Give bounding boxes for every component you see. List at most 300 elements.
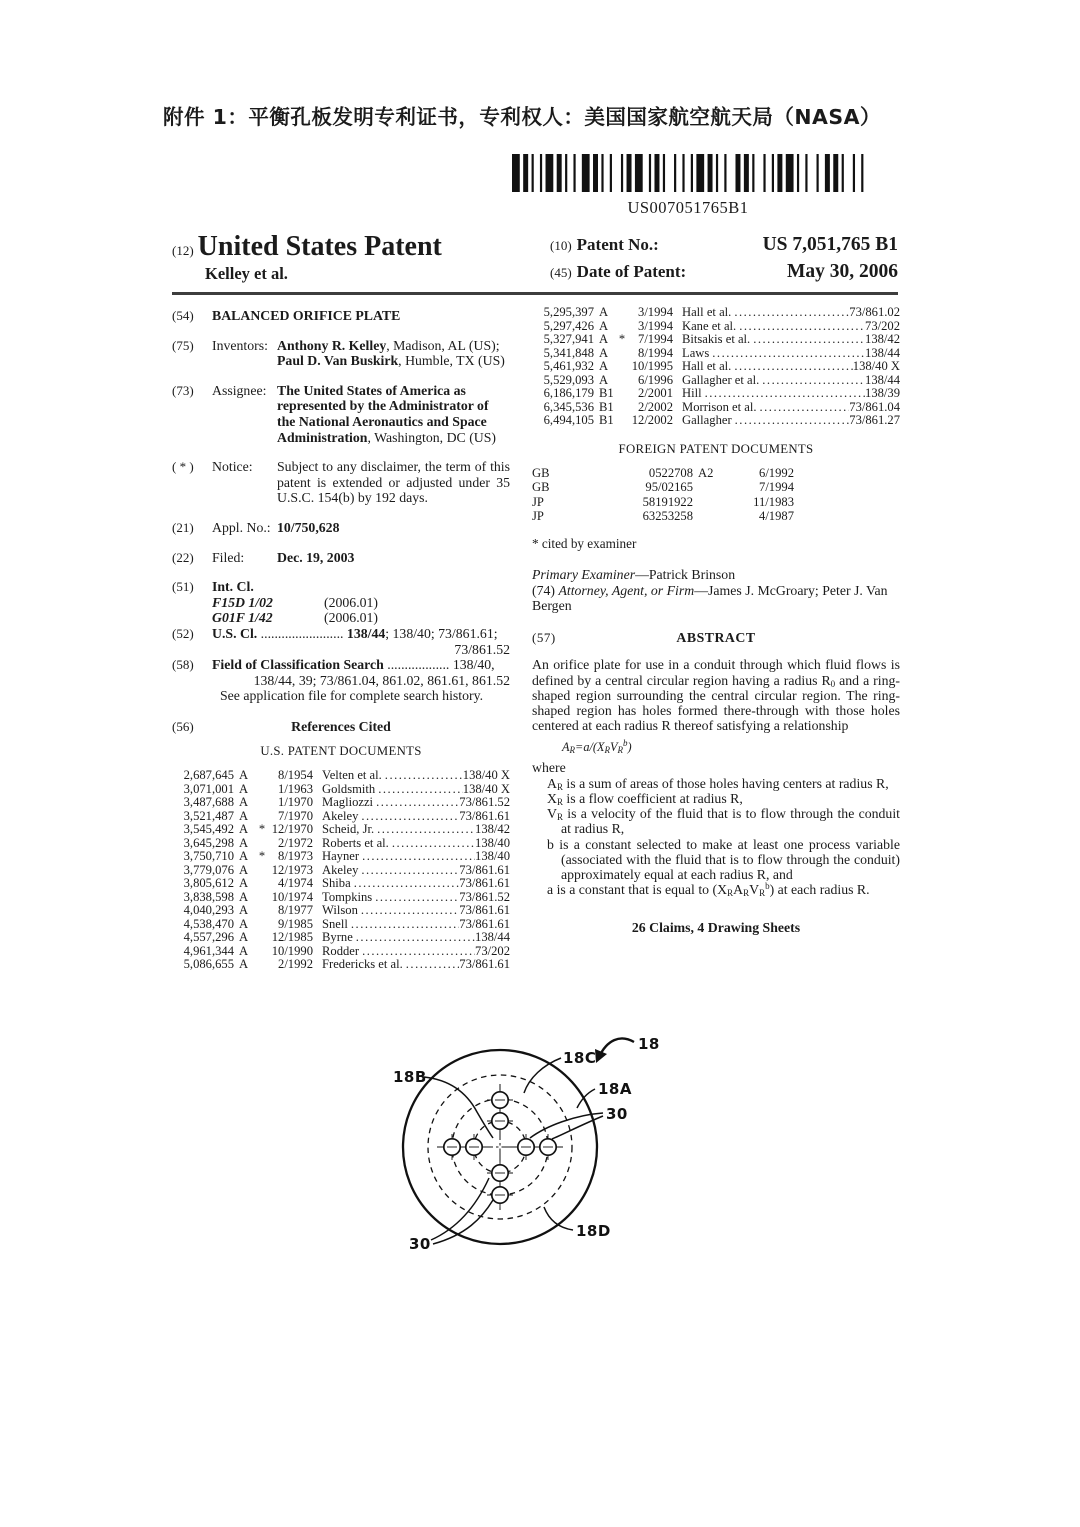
claims-line: 26 Claims, 4 Drawing Sheets bbox=[631, 920, 801, 936]
citation-date: 10/1995 bbox=[631, 359, 673, 373]
foreign-number: 63253258 bbox=[642, 508, 693, 523]
filed-code: (22) bbox=[172, 549, 194, 565]
citation-class: 73/861.61 bbox=[459, 862, 510, 877]
citation-class: 73/202 bbox=[865, 318, 900, 333]
assignee-name: The United States of America as represented by the Administrator of the National Aeronautics and Space Administration bbox=[277, 382, 489, 445]
abstract-pre: An orifice plate for use in a conduit through which fluid flows is defined by a central circular region having a radius R bbox=[532, 657, 900, 688]
intcl-code: (51) bbox=[172, 579, 194, 595]
assignee-section bbox=[172, 383, 510, 445]
notice-section bbox=[172, 459, 510, 506]
citation-kind: B1 bbox=[599, 399, 614, 414]
intcl-row bbox=[212, 595, 510, 611]
citation-date: 9/1985 bbox=[278, 916, 313, 931]
citation-star bbox=[257, 958, 267, 972]
abstract-text bbox=[532, 657, 900, 733]
patent-number-row bbox=[550, 234, 898, 256]
citation-star bbox=[617, 320, 627, 334]
relationship-formula bbox=[562, 740, 900, 755]
symbol-sub: R bbox=[759, 888, 766, 899]
citation-name: Roberts et al. bbox=[322, 835, 389, 850]
foreign-citation-row bbox=[532, 480, 794, 494]
citation-star bbox=[257, 837, 267, 851]
citation-name: Shiba bbox=[322, 876, 351, 891]
citation-kind: A bbox=[599, 305, 609, 319]
citation-name: Morrison et al. bbox=[682, 399, 757, 414]
citation-name: Gallagher bbox=[682, 413, 732, 427]
citation-name: Laws bbox=[682, 345, 710, 360]
citation-name: Akeley bbox=[322, 808, 359, 823]
abstract-heading bbox=[532, 630, 900, 645]
masthead bbox=[172, 231, 898, 289]
citation-name: Gallagher et al. bbox=[682, 372, 760, 387]
citation-kind: A bbox=[599, 345, 609, 360]
citation-class: 138/40 X bbox=[462, 781, 510, 796]
citation-star bbox=[257, 904, 267, 918]
citation-star bbox=[257, 918, 267, 932]
citation-class: 73/861.61 bbox=[459, 916, 510, 931]
formula-sub: R bbox=[569, 745, 576, 756]
document-title: United States Patent bbox=[197, 231, 442, 262]
masthead-divider bbox=[172, 292, 898, 295]
figure-ref-18d: 18D bbox=[576, 1222, 611, 1240]
citation-name: Goldsmith bbox=[322, 781, 376, 796]
citation-leader-dots bbox=[731, 306, 849, 320]
right-column bbox=[532, 306, 900, 936]
citation-name: Wilson bbox=[322, 903, 358, 918]
intcl-rows bbox=[172, 595, 510, 626]
symbol-definition bbox=[532, 776, 900, 791]
citation-kind: A bbox=[599, 372, 609, 387]
citation-star bbox=[257, 945, 267, 959]
citation-date: 7/1994 bbox=[638, 332, 673, 346]
citation-kind: A bbox=[239, 903, 249, 918]
citation-kind: A bbox=[239, 808, 249, 823]
date-value: May 30, 2006 bbox=[786, 261, 898, 282]
citation-leader-dots bbox=[358, 864, 459, 878]
formula-part: =a/(X bbox=[575, 740, 605, 755]
us-citations-left bbox=[172, 769, 510, 972]
citation-leader-dots bbox=[382, 769, 463, 783]
citation-leader-dots bbox=[358, 904, 459, 918]
field-body bbox=[212, 657, 510, 704]
citation-class: 138/42 bbox=[865, 332, 900, 346]
citation-date: 7/1970 bbox=[278, 808, 313, 823]
uscl-label: U.S. Cl. bbox=[212, 625, 258, 641]
citation-number: 3,805,612 bbox=[183, 876, 234, 891]
foreign-date: 7/1994 bbox=[759, 480, 794, 495]
orifice-holes bbox=[439, 1087, 561, 1208]
formula-sub: R bbox=[604, 745, 610, 756]
citation-leader-dots bbox=[403, 958, 459, 972]
where-label: where bbox=[532, 759, 566, 775]
uscl-other-classes: ; 138/40; 73/861.61; bbox=[385, 625, 498, 641]
citation-date: 8/1977 bbox=[278, 903, 313, 918]
citation-class: 138/44 bbox=[865, 345, 900, 360]
notice-text: Subject to any disclaimer, the term of this patent is extended or adjusted under 35 U.S.C. 154(b) by 192 days. bbox=[277, 459, 510, 506]
uscl-code: (52) bbox=[172, 625, 194, 641]
uscl-dots: ........................ bbox=[257, 625, 347, 641]
figure-ref-18b: 18B bbox=[393, 1068, 427, 1086]
patent-no-label: Patent No.: bbox=[576, 235, 659, 254]
citation-number: 3,779,076 bbox=[183, 862, 234, 877]
definition-text: is a sum of areas of those holes having centers at radius R, bbox=[562, 775, 889, 791]
citation-kind: A bbox=[599, 359, 609, 373]
citation-row bbox=[532, 387, 900, 401]
foreign-citation-row bbox=[532, 495, 794, 509]
citation-number: 3,838,598 bbox=[183, 889, 234, 904]
refs-code: (56) bbox=[172, 718, 194, 734]
us-cl-section bbox=[172, 626, 510, 657]
abstract-post: and a ring-shaped region surrounding the central circular region. The ring-shaped region has holes formed there-through with those holes centered at each radius R thereof satisfying a relationship bbox=[532, 672, 900, 734]
citation-kind: A bbox=[239, 849, 249, 864]
citation-date: 8/1994 bbox=[638, 345, 673, 360]
symbol-sub: R bbox=[743, 888, 750, 899]
intcl-class: G01F 1/42 bbox=[212, 610, 273, 626]
foreign-country: GB bbox=[532, 465, 550, 480]
citation-date: 2/1972 bbox=[278, 835, 313, 850]
citation-row bbox=[172, 958, 510, 972]
citation-kind: A bbox=[599, 318, 609, 333]
citation-star bbox=[617, 347, 627, 361]
citation-date: 8/1954 bbox=[278, 768, 313, 783]
inventor-name: Anthony R. Kelley bbox=[277, 337, 387, 353]
citation-date: 12/2002 bbox=[631, 413, 673, 427]
citation-leader-dots bbox=[353, 931, 475, 945]
assignee-label: Assignee: bbox=[212, 382, 267, 398]
citation-row bbox=[172, 769, 510, 783]
citation-leader-dots bbox=[351, 877, 460, 891]
citation-row bbox=[172, 837, 510, 851]
citation-row bbox=[172, 931, 510, 945]
citation-date: 12/1985 bbox=[271, 930, 313, 945]
citation-leader-dots bbox=[359, 945, 475, 959]
citation-date: 3/1994 bbox=[638, 305, 673, 319]
citation-class: 73/861.61 bbox=[459, 957, 510, 972]
citation-row bbox=[172, 945, 510, 959]
title-section bbox=[172, 308, 510, 324]
citation-row bbox=[172, 877, 510, 891]
symbol-sub: R bbox=[556, 796, 563, 807]
figure-ref-30-right: 30 bbox=[606, 1105, 628, 1123]
citation-star bbox=[257, 769, 267, 783]
citation-name: Kane et al. bbox=[682, 318, 737, 333]
field-code: (58) bbox=[172, 657, 194, 673]
citation-class: 138/44 bbox=[865, 372, 900, 387]
attachment-title: 附件 1：平衡孔板发明专利证书，专利权人：美国国家航空航天局（NASA） bbox=[163, 105, 882, 129]
symbol-definition-a bbox=[532, 882, 900, 897]
appl-label: Appl. No.: bbox=[212, 519, 271, 535]
intcl-row bbox=[212, 610, 510, 626]
barcode-image bbox=[512, 154, 864, 192]
examiner-label: Primary Examiner bbox=[532, 566, 636, 582]
title-code: (54) bbox=[172, 308, 194, 323]
citation-date: 2/1992 bbox=[278, 957, 313, 972]
citation-class: 73/861.61 bbox=[459, 808, 510, 823]
citation-row bbox=[532, 374, 900, 388]
citation-date: 12/1973 bbox=[271, 862, 313, 877]
figure-ref-18c: 18C bbox=[563, 1049, 597, 1067]
orifice-plate-figure bbox=[378, 1030, 712, 1275]
inventor-location: , Madison, AL (US); bbox=[386, 337, 500, 353]
citation-leader-dots bbox=[757, 401, 850, 415]
citation-row bbox=[172, 783, 510, 797]
citation-leader-dots bbox=[374, 823, 475, 837]
masthead-right bbox=[550, 234, 898, 288]
int-cl-section bbox=[172, 579, 510, 595]
appl-code: (21) bbox=[172, 519, 194, 535]
foreign-citations bbox=[532, 466, 900, 524]
definition-text: ) at each radius R. bbox=[769, 882, 870, 898]
citation-star bbox=[617, 306, 627, 320]
foreign-country: JP bbox=[532, 508, 544, 523]
citation-name: Hall et al. bbox=[682, 359, 732, 373]
foreign-date: 6/1992 bbox=[759, 465, 794, 480]
citation-date: 2/2001 bbox=[638, 386, 673, 400]
citation-row bbox=[532, 360, 900, 374]
references-cited-heading bbox=[172, 719, 510, 735]
citation-class: 73/861.61 bbox=[459, 876, 510, 891]
citation-row bbox=[172, 904, 510, 918]
citation-star bbox=[617, 401, 627, 415]
citation-name: Velten et al. bbox=[322, 768, 382, 783]
citation-number: 5,297,426 bbox=[543, 318, 594, 333]
inventors-section bbox=[172, 338, 510, 369]
citation-name: Tompkins bbox=[322, 889, 373, 904]
symbol-sub: R bbox=[727, 888, 734, 899]
citation-name: Byrne bbox=[322, 930, 353, 945]
patent-authors: Kelley et al. bbox=[205, 264, 288, 283]
citation-class: 138/40 bbox=[475, 835, 510, 850]
citation-number: 6,494,105 bbox=[543, 413, 594, 427]
citation-leader-dots bbox=[709, 347, 865, 361]
citation-number: 5,295,397 bbox=[543, 305, 594, 319]
us-citations-right bbox=[532, 306, 900, 428]
notice-label: Notice: bbox=[212, 459, 253, 475]
cited-by-examiner-note: * cited by examiner bbox=[532, 536, 637, 552]
symbol-sup: b bbox=[765, 881, 770, 892]
patent-no-code: (10) bbox=[550, 238, 572, 253]
symbol-sub: R bbox=[556, 812, 563, 823]
patent-date-row bbox=[550, 261, 898, 283]
intcl-version: (2006.01) bbox=[324, 610, 379, 626]
citation-number: 4,557,296 bbox=[183, 930, 234, 945]
citation-class: 73/861.52 bbox=[459, 889, 510, 904]
attorney-label: Attorney, Agent, or Firm bbox=[558, 582, 695, 598]
foreign-country: GB bbox=[532, 480, 550, 495]
uscl-body bbox=[212, 626, 510, 657]
formula-part: ) bbox=[627, 740, 632, 755]
figure-ref-30-bottom: 30 bbox=[409, 1235, 431, 1253]
citation-number: 5,086,655 bbox=[183, 957, 234, 972]
primary-examiner-line bbox=[532, 567, 900, 582]
citation-row bbox=[172, 864, 510, 878]
filed-section bbox=[172, 550, 510, 566]
formula-sup: b bbox=[623, 738, 628, 749]
citation-number: 5,529,093 bbox=[543, 372, 594, 387]
citation-number: 3,645,298 bbox=[183, 835, 234, 850]
citation-name: Akeley bbox=[322, 862, 359, 877]
citation-kind: A bbox=[239, 889, 249, 904]
citation-row bbox=[172, 823, 510, 837]
citation-number: 3,545,492 bbox=[183, 822, 234, 837]
definition-text: is a velocity of the fluid that is to flow through the conduit at radius R, bbox=[561, 806, 900, 837]
left-column bbox=[172, 308, 510, 972]
definition-text: is a flow coefficient at radius R, bbox=[562, 790, 743, 806]
citation-class: 73/861.27 bbox=[849, 413, 900, 427]
citation-kind: A bbox=[239, 768, 249, 783]
definition-text: A bbox=[733, 882, 744, 898]
patent-no-value: US 7,051,765 B1 bbox=[762, 234, 898, 255]
masthead-left bbox=[172, 231, 442, 284]
citation-kind: A bbox=[239, 795, 249, 810]
foreign-patent-documents-heading: FOREIGN PATENT DOCUMENTS bbox=[618, 441, 814, 456]
foreign-number: 95/02165 bbox=[645, 480, 693, 495]
citation-leader-dots bbox=[358, 810, 459, 824]
citation-row bbox=[172, 810, 510, 824]
citation-class: 138/39 bbox=[865, 386, 900, 400]
citation-star bbox=[257, 864, 267, 878]
citation-kind: A bbox=[239, 957, 249, 972]
inventor bbox=[277, 353, 505, 368]
citation-kind: A bbox=[599, 332, 609, 346]
attorney-names: —James J. McGroary; Peter J. Van Bergen bbox=[532, 582, 888, 613]
citation-class: 138/42 bbox=[475, 822, 510, 837]
citation-class: 73/861.61 bbox=[459, 903, 510, 918]
uscl-line2: 73/861.52 bbox=[454, 641, 510, 657]
us-patent-documents-heading: U.S. PATENT DOCUMENTS bbox=[260, 744, 422, 759]
date-label: Date of Patent: bbox=[576, 262, 687, 281]
filed-label: Filed: bbox=[212, 549, 245, 565]
citation-name: Snell bbox=[322, 916, 348, 931]
symbol-definition bbox=[532, 837, 900, 883]
citation-leader-dots bbox=[702, 387, 865, 401]
citation-star: * bbox=[258, 849, 266, 864]
citation-kind: A bbox=[239, 930, 249, 945]
citation-date: 8/1973 bbox=[278, 849, 313, 864]
inventor bbox=[277, 338, 500, 353]
definition-text: V bbox=[749, 882, 760, 898]
citation-kind: B1 bbox=[599, 413, 614, 427]
citation-row bbox=[532, 401, 900, 415]
symbol-sub: R bbox=[556, 781, 563, 792]
foreign-kind: A2 bbox=[698, 465, 714, 480]
citation-leader-dots bbox=[372, 891, 459, 905]
citation-kind: A bbox=[239, 943, 249, 958]
citation-number: 3,071,001 bbox=[183, 781, 234, 796]
citation-leader-dots bbox=[736, 320, 865, 334]
leader-18c bbox=[524, 1058, 561, 1093]
formula-sub: R bbox=[617, 745, 624, 756]
citation-number: 2,687,645 bbox=[183, 768, 234, 783]
citation-row bbox=[532, 333, 900, 347]
citation-name: Hall et al. bbox=[682, 305, 732, 319]
foreign-citation-row bbox=[532, 509, 794, 523]
citation-class: 138/44 bbox=[475, 930, 510, 945]
field-line2: 138/44, 39; 73/861.04, 861.02, 861.61, 861.52 bbox=[253, 672, 510, 688]
field-value: 138/40, bbox=[452, 657, 495, 673]
citation-number: 5,341,848 bbox=[543, 345, 594, 360]
symbol-definition bbox=[532, 791, 900, 806]
leader-18b bbox=[424, 1077, 493, 1138]
foreign-number: 0522708 bbox=[648, 465, 693, 480]
citation-date: 3/1994 bbox=[638, 318, 673, 333]
inventor-location: , Humble, TX (US) bbox=[398, 353, 505, 369]
definition-text: a is a constant that is equal to (X bbox=[547, 882, 728, 898]
citation-leader-dots bbox=[359, 850, 475, 864]
citation-star bbox=[257, 783, 267, 797]
foreign-kind bbox=[693, 509, 732, 523]
citation-leader-dots bbox=[348, 918, 459, 932]
foreign-citation-row bbox=[532, 466, 794, 480]
citation-class: 138/40 bbox=[475, 849, 510, 864]
citation-class: 73/861.52 bbox=[459, 795, 510, 810]
uscl-primary-class: 138/44 bbox=[346, 625, 386, 641]
citation-leader-dots bbox=[731, 360, 852, 374]
inventor-name: Paul D. Van Buskirk bbox=[277, 353, 399, 369]
notice-code: ( * ) bbox=[172, 459, 194, 475]
field-dots: .................. bbox=[383, 657, 453, 673]
abstract-code: (57) bbox=[532, 630, 556, 646]
citation-date: 6/1996 bbox=[638, 372, 673, 387]
citation-number: 6,345,536 bbox=[543, 399, 594, 414]
symbol: X bbox=[547, 790, 557, 806]
citation-date: 12/1970 bbox=[271, 822, 313, 837]
citation-date: 1/1970 bbox=[278, 795, 313, 810]
citation-star bbox=[257, 931, 267, 945]
inventors-value bbox=[277, 338, 510, 369]
citation-kind: A bbox=[239, 876, 249, 891]
inventors-code: (75) bbox=[172, 337, 194, 353]
citation-name: Rodder bbox=[322, 943, 360, 958]
citation-star bbox=[617, 374, 627, 388]
citation-star bbox=[257, 891, 267, 905]
figure-ref-18a: 18A bbox=[598, 1080, 632, 1098]
citation-number: 4,961,344 bbox=[183, 943, 234, 958]
doc-kind-code: (12) bbox=[172, 243, 194, 258]
citation-name: Magliozzi bbox=[322, 795, 374, 810]
citation-kind: A bbox=[239, 916, 249, 931]
field-line3: See application file for complete search history. bbox=[220, 688, 484, 704]
citation-class: 138/40 X bbox=[462, 768, 510, 783]
attorney-code: (74) bbox=[532, 582, 559, 598]
citation-star: * bbox=[258, 822, 266, 837]
citation-row bbox=[172, 918, 510, 932]
citation-name: Hill bbox=[682, 386, 702, 400]
citation-star: * bbox=[618, 332, 626, 346]
citation-kind: A bbox=[239, 822, 249, 837]
citation-row bbox=[532, 347, 900, 361]
citation-leader-dots bbox=[389, 837, 475, 851]
foreign-kind bbox=[693, 480, 732, 494]
citation-row bbox=[532, 414, 900, 428]
figure-ref-18: 18 bbox=[638, 1035, 660, 1053]
citation-number: 3,487,688 bbox=[183, 795, 234, 810]
citation-date: 10/1974 bbox=[271, 889, 313, 904]
citation-name: Bitsakis et al. bbox=[682, 332, 751, 346]
citation-kind: A bbox=[239, 781, 249, 796]
filed-value: Dec. 19, 2003 bbox=[277, 549, 355, 565]
formula-part: A bbox=[562, 740, 570, 755]
date-code: (45) bbox=[550, 265, 572, 280]
citation-star bbox=[257, 810, 267, 824]
citation-leader-dots bbox=[732, 414, 850, 428]
citation-number: 6,186,179 bbox=[543, 386, 594, 400]
citation-date: 4/1974 bbox=[278, 876, 313, 891]
citation-leader-dots bbox=[759, 374, 865, 388]
citation-kind: A bbox=[239, 835, 249, 850]
field-label: Field of Classification Search bbox=[212, 657, 384, 673]
uscl-line1 bbox=[212, 626, 498, 641]
